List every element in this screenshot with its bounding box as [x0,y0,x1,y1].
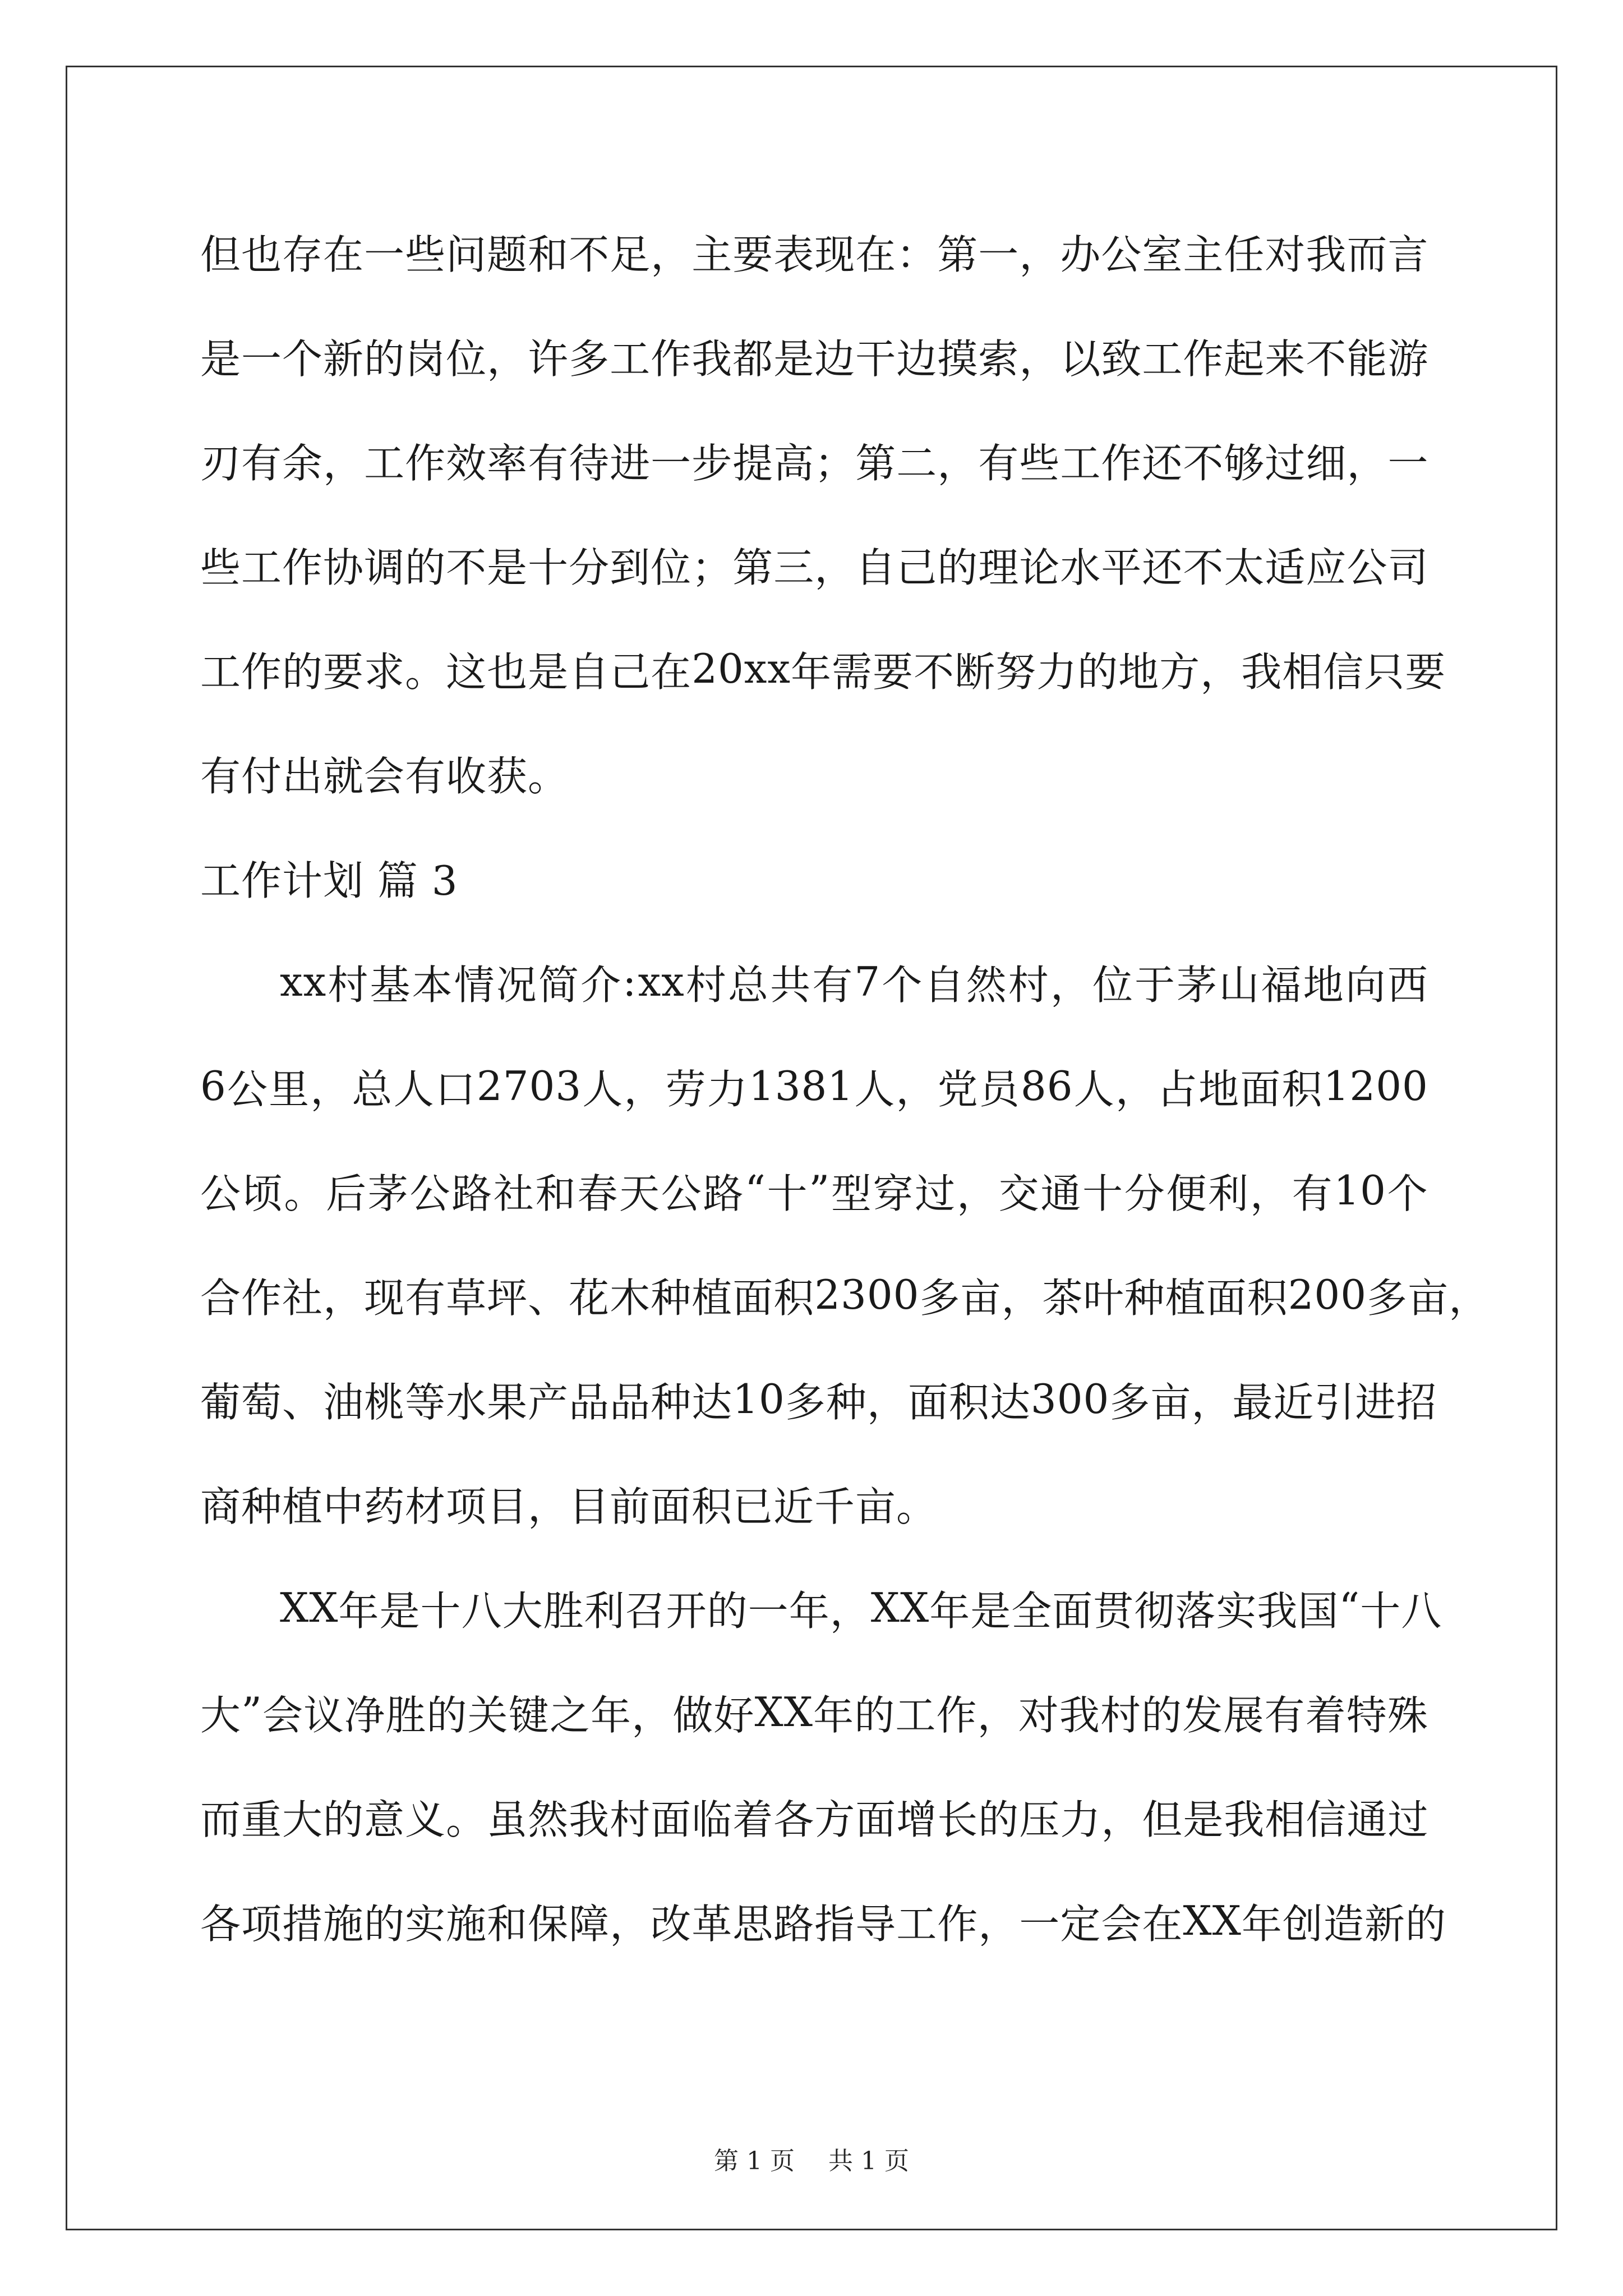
text-line: 有付出就会有收获。 [200,753,569,800]
text-line: 些 工 作 协 调 的 不 是 十 分 到 位 ； 第 三 ， 自 己 的 理 论 水 平 还 不 太 适 应 公 司 [200,544,1429,591]
text-line: 6 公 里 ， 总 人 口 2703 人 ， 劳 力 1381 人 ， 党 员 86 人 ， 占 地 面 积 1200 [200,1062,1428,1113]
text-line: 是 一 个 新 的 岗 位 ， 许 多 工 作 我 都 是 边 干 边 摸 索 ， 以 致 工 作 起 来 不 能 游 [200,335,1429,383]
page-footer [0,2141,1623,2177]
text-line: 大 ” 会 议 净 胜 的 关 键 之 年 ， 做 好 XX 年 的 工 作 ， 对 我 村 的 发 展 有 着 特 殊 [200,1688,1428,1739]
text-line: 工 作 的 要 求 。 这 也 是 自 己 在 20xx 年 需 要 不 断 努 力 的 地 方 ， 我 相 信 只 要 [200,645,1446,696]
text-line: xx 村 基 本 情 况 简 介 : xx 村 总 共 有 7 个 自 然 村 ， 位 于 茅 山 福 地 向 西 [280,958,1428,1009]
text-line: 公 顷 。 后 茅 公 路 社 和 春 天 公 路 “ 十 ” 型 穿 过 ， 交 通 十 分 便 利 ， 有 10 个 [200,1167,1428,1217]
text-line: XX 年 是 十 八 大 胜 利 召 开 的 一 年 ， XX 年 是 全 面 贯 彻 落 实 我 国 “ 十 八 [280,1584,1442,1635]
text-line: 合 作 社 ， 现 有 草 坪 、 花 木 种 植 面 积 2300 多 亩 ， 茶 叶 种 植 面 积 200 多 亩 ， [200,1271,1490,1322]
text-line: 工作计划 篇 3 [200,857,458,904]
text-line: 葡 萄 、 油 桃 等 水 果 产 品 品 种 达 10 多 种 ， 面 积 达 300 多 亩 ， 最 近 引 进 招 [200,1375,1437,1426]
text-line: 商种植中药材项目，目前面积已近千亩。 [200,1483,938,1530]
document-body [200,199,1490,1973]
text-line: 但 也 存 在 一 些 问 题 和 不 足 ， 主 要 表 现 在 ： 第 一 ， 办 公 室 主 任 对 我 而 言 [200,231,1429,278]
page-total: 共 1 页 [828,2147,909,2175]
text-line: 而 重 大 的 意 义 。 虽 然 我 村 面 临 着 各 方 面 增 长 的 压 力 ， 但 是 我 相 信 通 过 [200,1796,1429,1843]
text-line: 刃 有 余 ， 工 作 效 率 有 待 进 一 步 提 高 ； 第 二 ， 有 些 工 作 还 不 够 过 细 ， 一 [200,440,1429,487]
page-number: 第 1 页 [714,2147,795,2175]
text-line: 各 项 措 施 的 实 施 和 保 障 ， 改 革 思 路 指 导 工 作 ， 一 定 会 在 XX 年 创 造 新 的 [200,1897,1446,1948]
